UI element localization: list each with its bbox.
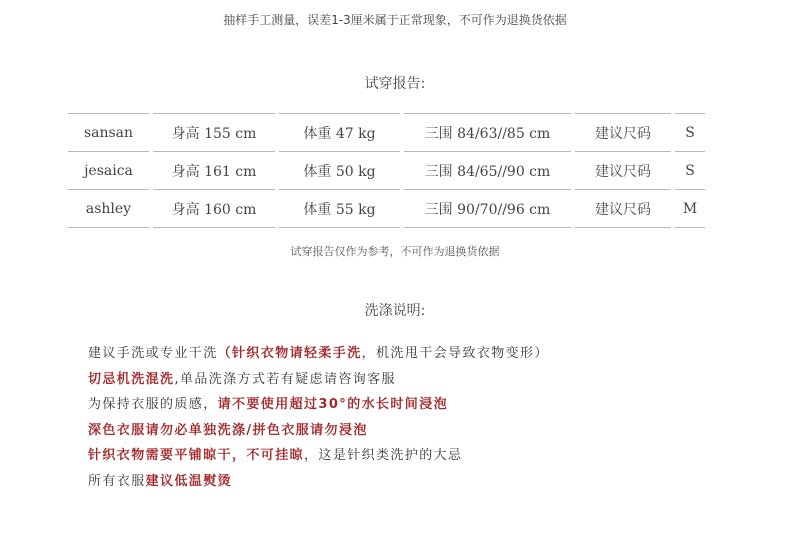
cell-weight: 体重 55 kg xyxy=(279,190,400,228)
cell-size: M xyxy=(675,190,705,228)
cell-measure: 三围 84/65//90 cm xyxy=(404,152,571,190)
table-row xyxy=(68,190,705,228)
care-text: ，机洗甩干会导致衣物变形） xyxy=(361,346,549,361)
cell-advice: 建议尺码 xyxy=(575,152,671,190)
care-emphasis: 请不要使用超过30°的水长时间浸泡 xyxy=(217,397,449,412)
care-text: ,单品洗涤方式若有疑虑请咨询客服 xyxy=(174,371,396,387)
care-line xyxy=(88,341,549,367)
cell-name: jesaica xyxy=(68,152,149,190)
cell-weight: 体重 47 kg xyxy=(279,113,400,152)
cell-measure: 三围 90/70//96 cm xyxy=(404,190,571,228)
care-text: 建议手洗或专业干洗 xyxy=(88,346,218,361)
cell-size: S xyxy=(675,152,705,190)
cell-height: 身高 161 cm xyxy=(153,152,275,190)
cell-height: 身高 160 cm xyxy=(153,190,275,228)
table-row xyxy=(68,152,705,190)
care-emphasis: 深色衣服请勿必单独洗涤/拼色衣服请勿浸泡 xyxy=(88,422,368,438)
care-line xyxy=(88,367,549,393)
care-emphasis: 建议低温熨烫 xyxy=(145,473,233,489)
care-instructions xyxy=(88,341,549,494)
care-text: 所有衣服 xyxy=(88,473,146,489)
report-title: 试穿报告: xyxy=(364,76,426,92)
table-row xyxy=(68,113,705,152)
care-line xyxy=(88,469,549,495)
cell-measure: 三围 84/63//85 cm xyxy=(404,113,571,152)
care-text: ，这是针织类洗护的大忌 xyxy=(304,448,463,463)
care-line xyxy=(88,392,549,418)
care-emphasis: 针织衣物需要平铺晾干，不可挂晾 xyxy=(88,448,305,463)
care-text: 为保持衣服的质感， xyxy=(88,397,218,412)
care-line xyxy=(88,443,549,469)
cell-height: 身高 155 cm xyxy=(153,113,275,152)
cell-advice: 建议尺码 xyxy=(575,190,671,228)
care-line xyxy=(88,418,549,444)
cell-weight: 体重 50 kg xyxy=(279,152,400,190)
care-emphasis: 切忌机洗混洗 xyxy=(88,371,175,387)
report-disclaimer: 试穿报告仅作为参考，不可作为退换货依据 xyxy=(290,245,500,258)
care-emphasis: （针织衣物请轻柔手洗 xyxy=(217,346,362,361)
cell-size: S xyxy=(675,113,705,152)
cell-name: ashley xyxy=(68,190,149,228)
care-title: 洗涤说明: xyxy=(364,303,426,319)
fitting-report-table xyxy=(64,113,709,228)
cell-advice: 建议尺码 xyxy=(575,113,671,152)
measurement-notice: 抽样手工测量，误差1-3厘米属于正常现象，不可作为退换货依据 xyxy=(223,13,567,27)
cell-name: sansan xyxy=(68,113,149,152)
